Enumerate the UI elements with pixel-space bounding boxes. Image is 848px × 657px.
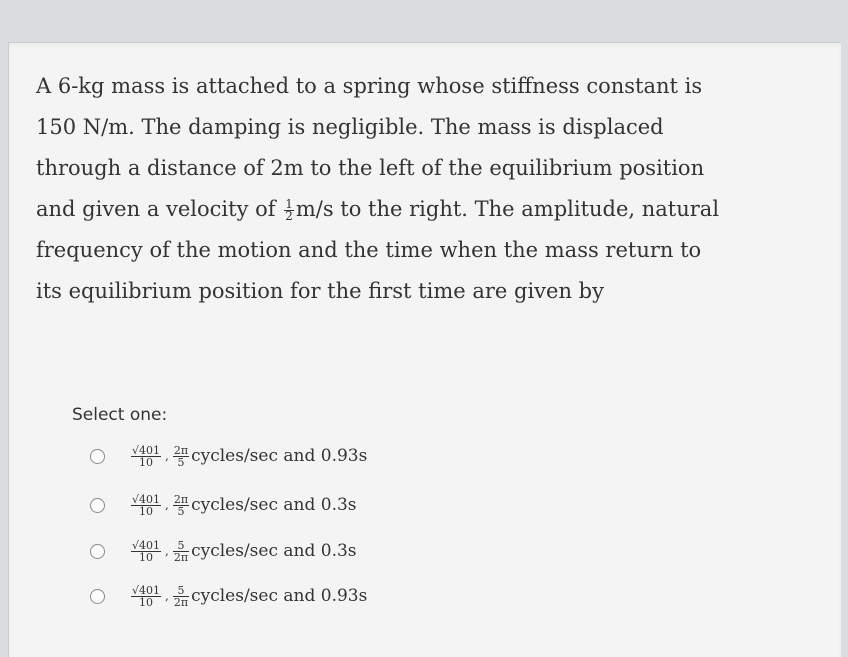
radio-button[interactable] bbox=[90, 498, 105, 513]
option-label: cycles/sec and 0.3s bbox=[191, 495, 357, 515]
fraction-numerator: √401 bbox=[132, 538, 161, 552]
comma-separator: , bbox=[165, 589, 169, 603]
frequency-fraction bbox=[173, 445, 189, 468]
fraction-denominator: 5 bbox=[177, 455, 185, 469]
amplitude-fraction bbox=[131, 445, 161, 468]
option-label: cycles/sec and 0.93s bbox=[191, 586, 368, 606]
fraction-denominator: 10 bbox=[139, 504, 153, 518]
option-math bbox=[131, 494, 357, 517]
fraction-denominator: 2π bbox=[173, 595, 189, 609]
frequency-fraction bbox=[173, 540, 189, 563]
amplitude-fraction bbox=[131, 494, 161, 517]
option-label: cycles/sec and 0.3s bbox=[191, 541, 357, 561]
option-math bbox=[131, 585, 367, 608]
fraction-numerator: 5 bbox=[173, 585, 189, 597]
answer-option-3[interactable] bbox=[90, 533, 450, 569]
option-label: cycles/sec and 0.93s bbox=[191, 446, 368, 466]
fraction-numerator: 2π bbox=[173, 492, 189, 506]
comma-separator: , bbox=[165, 449, 169, 463]
fraction-numerator: 5 bbox=[173, 540, 189, 552]
comma-separator: , bbox=[165, 544, 169, 558]
question-line: A 6-kg mass is attached to a spring whose stiffness constant is bbox=[36, 74, 703, 98]
answer-option-1[interactable] bbox=[90, 438, 450, 474]
radio-button[interactable] bbox=[90, 544, 105, 559]
fraction-numerator: √401 bbox=[132, 443, 161, 457]
frequency-fraction bbox=[173, 494, 189, 517]
frequency-fraction bbox=[173, 585, 189, 608]
fraction-denominator: 2π bbox=[173, 550, 189, 564]
comma-separator: , bbox=[165, 498, 169, 512]
velocity-fraction bbox=[284, 199, 294, 222]
amplitude-fraction bbox=[131, 540, 161, 563]
fraction-numerator: 2π bbox=[173, 443, 189, 457]
select-one-label: Select one: bbox=[72, 405, 168, 425]
radio-button[interactable] bbox=[90, 589, 105, 604]
question-text bbox=[36, 66, 816, 312]
question-line: its equilibrium position for the first time are given by bbox=[36, 279, 604, 303]
fraction-numerator: √401 bbox=[132, 492, 161, 506]
fraction-denominator: 10 bbox=[139, 595, 153, 609]
question-line: through a distance of 2m to the left of the equilibrium position bbox=[36, 156, 705, 180]
radio-button[interactable] bbox=[90, 449, 105, 464]
question-line: 150 N/m. The damping is negligible. The mass is displaced bbox=[36, 115, 664, 139]
fraction-denominator: 10 bbox=[139, 550, 153, 564]
amplitude-fraction bbox=[131, 585, 161, 608]
question-text-fragment: and given a velocity of bbox=[36, 197, 276, 221]
question-line bbox=[36, 189, 816, 230]
fraction-numerator: 1 bbox=[285, 197, 293, 211]
answer-option-4[interactable] bbox=[90, 578, 450, 614]
fraction-denominator: 5 bbox=[177, 504, 185, 518]
answer-option-2[interactable] bbox=[90, 487, 450, 523]
fraction-numerator: √401 bbox=[132, 583, 161, 597]
fraction-denominator: 2 bbox=[285, 209, 293, 223]
option-math bbox=[131, 540, 357, 563]
question-line: frequency of the motion and the time when the mass return to bbox=[36, 238, 702, 262]
option-math bbox=[131, 445, 367, 468]
question-text-fragment: m/s to the right. The amplitude, natural bbox=[295, 197, 720, 221]
fraction-denominator: 10 bbox=[139, 455, 153, 469]
